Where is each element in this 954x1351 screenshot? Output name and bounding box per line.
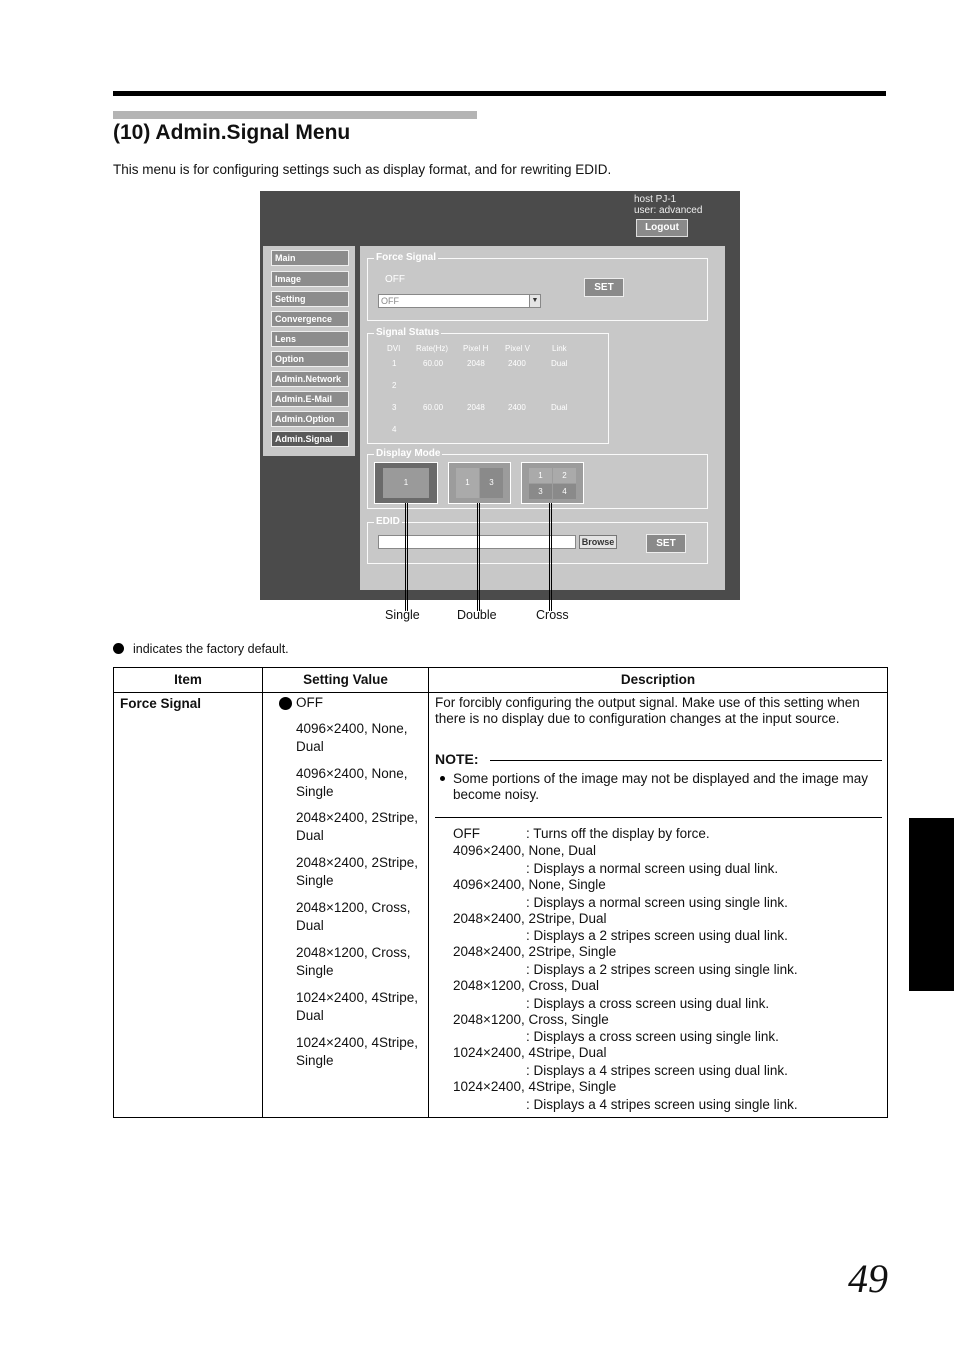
ss-cell: 60.00: [423, 403, 444, 412]
header-description: Description: [620, 672, 696, 687]
setting-value: 4096×2400, None, Dual: [296, 721, 408, 754]
option-name: 4096×2400, None, Single: [453, 877, 606, 892]
ss-cell: 2048: [467, 359, 485, 368]
factory-default-note: [113, 642, 289, 656]
ss-header-link: Link: [552, 344, 567, 353]
ss-cell: 2400: [508, 403, 526, 412]
option-desc: : Turns off the display by force.: [526, 826, 710, 841]
nav-setting[interactable]: Setting: [271, 291, 349, 307]
chevron-down-icon: ▼: [529, 295, 540, 307]
setting-value: OFF: [296, 695, 323, 710]
edid-set-button[interactable]: SET: [646, 534, 686, 553]
setting-value: 1024×2400, 4Stripe, Dual: [296, 990, 418, 1023]
force-signal-set-button[interactable]: SET: [584, 278, 624, 297]
callout-line-cross: [549, 503, 552, 611]
mode-cell: 4: [553, 484, 576, 499]
note-text: Some portions of the image may not be displayed and the image may become noisy.: [453, 771, 868, 802]
force-signal-select-value: OFF: [381, 296, 399, 306]
callout-line-double: [477, 503, 480, 611]
nav-admin-signal[interactable]: Admin.Signal: [271, 431, 349, 447]
setting-value: 2048×1200, Cross, Dual: [296, 900, 411, 933]
host-info: [634, 194, 702, 216]
setting-value: 2048×2400, 2Stripe, Dual: [296, 810, 418, 843]
intro-text: This menu is for configuring settings such as display format, and for rewriting EDID.: [113, 162, 612, 177]
force-signal-description: For forcibly configuring the output signal. Make use of this setting when there is no display due to configuration changes at the input source.: [435, 695, 860, 726]
mode-cell: 1: [529, 468, 552, 483]
ss-cell: 3: [392, 403, 397, 412]
item-force-signal: Force Signal: [120, 696, 202, 711]
nav-option[interactable]: Option: [271, 351, 349, 367]
callout-double: Double: [457, 608, 497, 622]
setting-value: 4096×2400, None, Single: [296, 766, 408, 799]
ss-header-pixelv: Pixel V: [505, 344, 530, 353]
nav-image[interactable]: Image: [271, 271, 349, 287]
ss-header-dvi: DVI: [387, 344, 401, 353]
signal-status-label: Signal Status: [376, 327, 440, 338]
ss-cell: 2400: [508, 359, 526, 368]
setting-value: 1024×2400, 4Stripe, Single: [296, 1035, 418, 1068]
chapter-side-tab: [909, 818, 954, 991]
nav-admin-email[interactable]: Admin.E-Mail: [271, 391, 349, 407]
mode-cell: 1: [383, 468, 429, 498]
option-desc: : Displays a cross screen using single link.: [526, 1029, 779, 1044]
display-mode-double[interactable]: [448, 462, 511, 504]
ss-cell: 1: [392, 359, 397, 368]
mode-cell: 3: [480, 468, 503, 498]
side-nav: [263, 246, 355, 456]
page-title: (10) Admin.Signal Menu: [113, 121, 351, 144]
option-name: 2048×1200, Cross, Single: [453, 1012, 609, 1027]
display-mode-cross[interactable]: [521, 462, 584, 504]
option-name: 2048×2400, 2Stripe, Dual: [453, 911, 607, 926]
settings-table: [113, 667, 888, 1118]
host-name: host PJ-1: [634, 194, 677, 205]
setting-value: 2048×2400, 2Stripe, Single: [296, 855, 418, 888]
ss-header-pixelh: Pixel H: [463, 344, 489, 353]
top-rule: [113, 91, 886, 96]
mode-cell: 1: [456, 468, 479, 498]
nav-admin-option[interactable]: Admin.Option: [271, 411, 349, 427]
ss-cell: 60.00: [423, 359, 444, 368]
option-name: 2048×2400, 2Stripe, Single: [453, 944, 617, 959]
header-item: Item: [174, 672, 202, 687]
option-name: 2048×1200, Cross, Dual: [453, 978, 599, 993]
mode-cell: 2: [553, 468, 576, 483]
ss-cell: Dual: [551, 403, 568, 412]
display-mode-group: [367, 448, 708, 509]
setting-value: 2048×1200, Cross, Single: [296, 945, 411, 978]
callout-single: Single: [385, 608, 420, 622]
ss-cell: 2: [392, 381, 397, 390]
option-desc: : Displays a 2 stripes screen using single link.: [526, 962, 798, 977]
callout-cross: Cross: [536, 608, 569, 622]
option-desc: : Displays a 2 stripes screen using dual link.: [526, 928, 788, 943]
factory-default-text: indicates the factory default.: [133, 642, 289, 656]
page-number: 49: [848, 1256, 888, 1301]
display-mode-label: Display Mode: [376, 448, 441, 459]
ss-cell: Dual: [551, 359, 568, 368]
edid-group: [367, 516, 708, 564]
display-mode-single[interactable]: [374, 462, 438, 504]
force-signal-select[interactable]: [378, 294, 541, 308]
ss-cell: 2048: [467, 403, 485, 412]
ss-cell: 4: [392, 425, 397, 434]
content-panel: [360, 246, 725, 590]
section-accent-bar: [113, 111, 477, 119]
nav-convergence[interactable]: Convergence: [271, 311, 349, 327]
signal-status-group: [367, 327, 609, 444]
force-signal-group: [367, 252, 708, 321]
option-name: 4096×2400, None, Dual: [453, 843, 596, 858]
nav-lens[interactable]: Lens: [271, 331, 349, 347]
bullet-icon: [440, 776, 445, 781]
note-rule-bottom: [435, 817, 882, 818]
edid-label: EDID: [376, 516, 400, 527]
option-desc: : Displays a normal screen using dual link.: [526, 861, 779, 876]
edid-browse-button[interactable]: Browse: [579, 535, 617, 549]
default-dot-icon: [279, 697, 292, 710]
user-level: user: advanced: [634, 205, 703, 216]
ss-header-rate: Rate(Hz): [416, 344, 449, 353]
note-heading: NOTE:: [435, 751, 479, 767]
option-desc: : Displays a normal screen using single link.: [526, 895, 788, 910]
option-name: 1024×2400, 4Stripe, Dual: [453, 1045, 607, 1060]
callout-line-single: [405, 503, 408, 611]
table-header-rule: [114, 692, 887, 693]
nav-admin-network[interactable]: Admin.Network: [271, 371, 349, 387]
force-signal-label: Force Signal: [376, 252, 437, 263]
header-setting-value: Setting Value: [303, 672, 388, 687]
force-signal-current: OFF: [385, 274, 405, 285]
logout-button[interactable]: Logout: [636, 219, 688, 237]
admin-signal-screenshot: [260, 191, 740, 600]
option-desc: : Displays a cross screen using dual link.: [526, 996, 770, 1011]
nav-main[interactable]: Main: [271, 250, 349, 266]
option-name: OFF: [453, 826, 480, 841]
option-desc: : Displays a 4 stripes screen using single link.: [526, 1097, 798, 1112]
default-dot-icon: [113, 643, 124, 654]
mode-cell: 3: [529, 484, 552, 499]
note-rule-top: [490, 760, 882, 761]
table-divider: [262, 668, 263, 1117]
option-name: 1024×2400, 4Stripe, Single: [453, 1079, 617, 1094]
option-desc: : Displays a 4 stripes screen using dual link.: [526, 1063, 788, 1078]
